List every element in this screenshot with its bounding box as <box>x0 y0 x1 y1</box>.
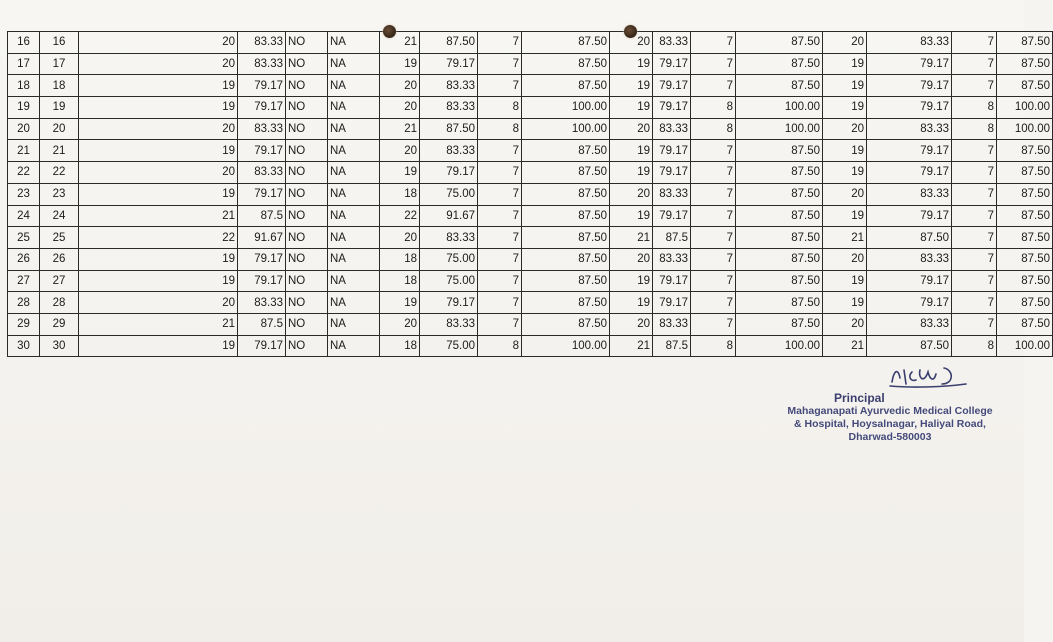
cell-sr: 28 <box>8 292 40 314</box>
cell-c10: 79.17 <box>653 292 691 314</box>
table-row <box>8 53 1053 75</box>
cell-c7: 7 <box>478 313 522 335</box>
cell-c1: 19 <box>79 335 238 357</box>
cell-c10: 79.17 <box>653 270 691 292</box>
cell-roll: 25 <box>40 227 79 249</box>
cell-c13: 19 <box>823 97 867 119</box>
cell-c16: 87.50 <box>997 183 1053 205</box>
cell-sr: 30 <box>8 335 40 357</box>
table-row <box>8 183 1053 205</box>
cell-c14: 79.17 <box>867 140 952 162</box>
cell-c16: 87.50 <box>997 292 1053 314</box>
cell-c6: 83.33 <box>420 97 478 119</box>
cell-c2: 87.5 <box>238 205 286 227</box>
cell-c11: 7 <box>691 53 736 75</box>
cell-c16: 87.50 <box>997 75 1053 97</box>
cell-c4: NA <box>328 75 380 97</box>
cell-c10: 79.17 <box>653 162 691 184</box>
cell-c7: 7 <box>478 270 522 292</box>
cell-c15: 7 <box>952 227 997 249</box>
cell-c2: 79.17 <box>238 335 286 357</box>
cell-c14: 87.50 <box>867 227 952 249</box>
cell-roll: 26 <box>40 248 79 270</box>
cell-c8: 100.00 <box>522 118 610 140</box>
cell-c11: 7 <box>691 205 736 227</box>
cell-c12: 100.00 <box>736 335 823 357</box>
cell-c6: 75.00 <box>420 183 478 205</box>
cell-c11: 7 <box>691 270 736 292</box>
cell-c9: 19 <box>610 292 653 314</box>
cell-c9: 21 <box>610 335 653 357</box>
table-row <box>8 140 1053 162</box>
table-row <box>8 335 1053 357</box>
cell-c16: 87.50 <box>997 32 1053 54</box>
cell-c11: 7 <box>691 248 736 270</box>
cell-c2: 79.17 <box>238 248 286 270</box>
cell-c14: 79.17 <box>867 292 952 314</box>
cell-c4: NA <box>328 227 380 249</box>
table-row <box>8 205 1053 227</box>
cell-c4: NA <box>328 118 380 140</box>
cell-c13: 19 <box>823 205 867 227</box>
cell-sr: 23 <box>8 183 40 205</box>
cell-c9: 19 <box>610 53 653 75</box>
cell-c12: 87.50 <box>736 32 823 54</box>
cell-c11: 7 <box>691 140 736 162</box>
cell-c16: 87.50 <box>997 270 1053 292</box>
cell-c13: 19 <box>823 270 867 292</box>
cell-c4: NA <box>328 140 380 162</box>
cell-c16: 87.50 <box>997 313 1053 335</box>
cell-sr: 18 <box>8 75 40 97</box>
cell-c9: 19 <box>610 97 653 119</box>
cell-c13: 20 <box>823 313 867 335</box>
cell-c5: 19 <box>380 162 420 184</box>
cell-roll: 24 <box>40 205 79 227</box>
cell-c11: 7 <box>691 292 736 314</box>
cell-c14: 79.17 <box>867 205 952 227</box>
cell-c6: 83.33 <box>420 227 478 249</box>
cell-c14: 79.17 <box>867 53 952 75</box>
cell-c1: 19 <box>79 248 238 270</box>
table-row <box>8 97 1053 119</box>
cell-c7: 7 <box>478 32 522 54</box>
cell-c1: 20 <box>79 292 238 314</box>
cell-c4: NA <box>328 292 380 314</box>
cell-c3: NO <box>286 248 328 270</box>
cell-c3: NO <box>286 270 328 292</box>
table-row <box>8 248 1053 270</box>
cell-c3: NO <box>286 97 328 119</box>
cell-c5: 19 <box>380 53 420 75</box>
handwritten-signature-icon <box>884 362 974 390</box>
cell-c15: 7 <box>952 53 997 75</box>
cell-c13: 21 <box>823 227 867 249</box>
cell-c3: NO <box>286 183 328 205</box>
cell-c2: 83.33 <box>238 292 286 314</box>
cell-c2: 83.33 <box>238 53 286 75</box>
cell-c13: 19 <box>823 140 867 162</box>
cell-roll: 17 <box>40 53 79 75</box>
cell-roll: 20 <box>40 118 79 140</box>
cell-c4: NA <box>328 335 380 357</box>
cell-sr: 29 <box>8 313 40 335</box>
cell-c8: 100.00 <box>522 335 610 357</box>
cell-c13: 20 <box>823 248 867 270</box>
table-row <box>8 292 1053 314</box>
cell-c12: 87.50 <box>736 162 823 184</box>
cell-c4: NA <box>328 183 380 205</box>
cell-c5: 18 <box>380 248 420 270</box>
cell-c11: 8 <box>691 97 736 119</box>
cell-roll: 28 <box>40 292 79 314</box>
table-row <box>8 32 1053 54</box>
cell-c2: 83.33 <box>238 162 286 184</box>
cell-c3: NO <box>286 227 328 249</box>
table-row <box>8 227 1053 249</box>
cell-c12: 87.50 <box>736 292 823 314</box>
cell-c3: NO <box>286 162 328 184</box>
cell-sr: 20 <box>8 118 40 140</box>
cell-c13: 20 <box>823 118 867 140</box>
cell-c6: 83.33 <box>420 313 478 335</box>
cell-c4: NA <box>328 162 380 184</box>
cell-c10: 83.33 <box>653 248 691 270</box>
cell-c10: 79.17 <box>653 205 691 227</box>
cell-roll: 23 <box>40 183 79 205</box>
cell-c2: 83.33 <box>238 32 286 54</box>
cell-c6: 83.33 <box>420 75 478 97</box>
cell-c1: 21 <box>79 313 238 335</box>
cell-c4: NA <box>328 53 380 75</box>
cell-c16: 87.50 <box>997 205 1053 227</box>
cell-c6: 79.17 <box>420 162 478 184</box>
cell-sr: 25 <box>8 227 40 249</box>
signature-title: Principal <box>834 391 885 405</box>
table-row <box>8 313 1053 335</box>
cell-c9: 19 <box>610 162 653 184</box>
cell-c7: 8 <box>478 118 522 140</box>
cell-c9: 19 <box>610 205 653 227</box>
cell-c13: 20 <box>823 32 867 54</box>
cell-c11: 7 <box>691 75 736 97</box>
cell-c7: 7 <box>478 183 522 205</box>
cell-roll: 18 <box>40 75 79 97</box>
table-row <box>8 270 1053 292</box>
cell-c3: NO <box>286 140 328 162</box>
cell-c15: 7 <box>952 162 997 184</box>
stamp-line-3: Dharwad-580003 <box>848 431 932 443</box>
cell-c8: 87.50 <box>522 292 610 314</box>
cell-c8: 100.00 <box>522 97 610 119</box>
cell-c1: 22 <box>79 227 238 249</box>
table-row <box>8 75 1053 97</box>
cell-c2: 79.17 <box>238 140 286 162</box>
cell-c12: 87.50 <box>736 313 823 335</box>
cell-c12: 87.50 <box>736 75 823 97</box>
cell-c9: 21 <box>610 227 653 249</box>
cell-c10: 79.17 <box>653 140 691 162</box>
cell-c5: 21 <box>380 118 420 140</box>
cell-c16: 100.00 <box>997 118 1053 140</box>
cell-c16: 100.00 <box>997 97 1053 119</box>
cell-sr: 21 <box>8 140 40 162</box>
cell-c13: 21 <box>823 335 867 357</box>
cell-c8: 87.50 <box>522 183 610 205</box>
cell-c2: 79.17 <box>238 97 286 119</box>
cell-c4: NA <box>328 270 380 292</box>
stamp-line-1: Mahaganapati Ayurvedic Medical College <box>787 405 993 417</box>
cell-c7: 7 <box>478 292 522 314</box>
cell-c2: 79.17 <box>238 183 286 205</box>
cell-c8: 87.50 <box>522 162 610 184</box>
cell-c9: 19 <box>610 140 653 162</box>
cell-c8: 87.50 <box>522 140 610 162</box>
cell-c5: 20 <box>380 97 420 119</box>
cell-c3: NO <box>286 292 328 314</box>
cell-sr: 19 <box>8 97 40 119</box>
cell-c6: 75.00 <box>420 248 478 270</box>
cell-c11: 7 <box>691 227 736 249</box>
cell-c13: 19 <box>823 53 867 75</box>
cell-c12: 87.50 <box>736 140 823 162</box>
cell-c3: NO <box>286 118 328 140</box>
cell-c10: 87.5 <box>653 335 691 357</box>
cell-c5: 18 <box>380 335 420 357</box>
cell-c16: 87.50 <box>997 162 1053 184</box>
cell-c11: 7 <box>691 313 736 335</box>
cell-c2: 83.33 <box>238 118 286 140</box>
cell-c5: 22 <box>380 205 420 227</box>
cell-c16: 87.50 <box>997 53 1053 75</box>
cell-c12: 100.00 <box>736 97 823 119</box>
cell-c14: 79.17 <box>867 97 952 119</box>
cell-roll: 29 <box>40 313 79 335</box>
cell-c5: 19 <box>380 292 420 314</box>
cell-c1: 20 <box>79 53 238 75</box>
cell-c9: 20 <box>610 118 653 140</box>
cell-c5: 18 <box>380 270 420 292</box>
cell-c3: NO <box>286 335 328 357</box>
cell-c8: 87.50 <box>522 205 610 227</box>
cell-c2: 91.67 <box>238 227 286 249</box>
cell-c13: 19 <box>823 292 867 314</box>
cell-c13: 20 <box>823 183 867 205</box>
cell-c1: 20 <box>79 162 238 184</box>
cell-c5: 20 <box>380 227 420 249</box>
cell-c15: 7 <box>952 292 997 314</box>
cell-sr: 24 <box>8 205 40 227</box>
cell-c15: 7 <box>952 205 997 227</box>
cell-c7: 8 <box>478 97 522 119</box>
cell-c14: 83.33 <box>867 248 952 270</box>
cell-c12: 87.50 <box>736 205 823 227</box>
cell-c2: 79.17 <box>238 270 286 292</box>
cell-c3: NO <box>286 313 328 335</box>
cell-c3: NO <box>286 53 328 75</box>
cell-sr: 22 <box>8 162 40 184</box>
cell-c12: 87.50 <box>736 227 823 249</box>
cell-c8: 87.50 <box>522 53 610 75</box>
cell-roll: 22 <box>40 162 79 184</box>
cell-c14: 79.17 <box>867 162 952 184</box>
cell-roll: 19 <box>40 97 79 119</box>
cell-c6: 75.00 <box>420 270 478 292</box>
stamp-line-2: & Hospital, Hoysalnagar, Haliyal Road, <box>794 418 986 430</box>
cell-c4: NA <box>328 32 380 54</box>
cell-c9: 20 <box>610 183 653 205</box>
cell-c7: 7 <box>478 75 522 97</box>
cell-c7: 7 <box>478 227 522 249</box>
cell-c9: 20 <box>610 32 653 54</box>
cell-sr: 27 <box>8 270 40 292</box>
cell-c10: 79.17 <box>653 75 691 97</box>
cell-c8: 87.50 <box>522 227 610 249</box>
cell-c12: 87.50 <box>736 248 823 270</box>
punch-hole-right <box>624 25 637 38</box>
cell-roll: 30 <box>40 335 79 357</box>
cell-c6: 79.17 <box>420 292 478 314</box>
cell-c15: 7 <box>952 313 997 335</box>
cell-c14: 83.33 <box>867 32 952 54</box>
attendance-table <box>7 31 1053 357</box>
cell-sr: 16 <box>8 32 40 54</box>
cell-c11: 8 <box>691 118 736 140</box>
cell-c6: 91.67 <box>420 205 478 227</box>
cell-c7: 7 <box>478 140 522 162</box>
cell-c14: 79.17 <box>867 75 952 97</box>
cell-c11: 7 <box>691 32 736 54</box>
cell-c12: 87.50 <box>736 183 823 205</box>
cell-c15: 8 <box>952 335 997 357</box>
cell-c6: 83.33 <box>420 140 478 162</box>
cell-c1: 19 <box>79 270 238 292</box>
cell-c10: 83.33 <box>653 313 691 335</box>
cell-c15: 7 <box>952 32 997 54</box>
table-row <box>8 118 1053 140</box>
cell-c9: 20 <box>610 313 653 335</box>
cell-c15: 7 <box>952 75 997 97</box>
cell-c2: 79.17 <box>238 75 286 97</box>
cell-c3: NO <box>286 75 328 97</box>
cell-c13: 19 <box>823 162 867 184</box>
cell-c1: 19 <box>79 75 238 97</box>
cell-c2: 87.5 <box>238 313 286 335</box>
cell-c7: 7 <box>478 53 522 75</box>
cell-c5: 20 <box>380 75 420 97</box>
cell-c4: NA <box>328 97 380 119</box>
table-row <box>8 162 1053 184</box>
cell-c4: NA <box>328 313 380 335</box>
cell-c10: 87.5 <box>653 227 691 249</box>
cell-c6: 87.50 <box>420 32 478 54</box>
cell-c5: 21 <box>380 32 420 54</box>
cell-c6: 75.00 <box>420 335 478 357</box>
cell-c14: 83.33 <box>867 313 952 335</box>
cell-c12: 87.50 <box>736 270 823 292</box>
cell-c9: 19 <box>610 75 653 97</box>
cell-c4: NA <box>328 205 380 227</box>
cell-c14: 83.33 <box>867 183 952 205</box>
cell-c10: 79.17 <box>653 97 691 119</box>
cell-c5: 20 <box>380 313 420 335</box>
cell-c14: 83.33 <box>867 118 952 140</box>
cell-c7: 7 <box>478 248 522 270</box>
cell-c16: 100.00 <box>997 335 1053 357</box>
cell-c7: 7 <box>478 205 522 227</box>
cell-c10: 79.17 <box>653 53 691 75</box>
cell-c6: 87.50 <box>420 118 478 140</box>
cell-c12: 87.50 <box>736 53 823 75</box>
cell-c6: 79.17 <box>420 53 478 75</box>
cell-c7: 7 <box>478 162 522 184</box>
cell-c1: 19 <box>79 140 238 162</box>
cell-c10: 83.33 <box>653 183 691 205</box>
cell-c16: 87.50 <box>997 227 1053 249</box>
punch-hole-left <box>383 25 396 38</box>
cell-c15: 8 <box>952 97 997 119</box>
cell-c15: 7 <box>952 140 997 162</box>
cell-c10: 83.33 <box>653 32 691 54</box>
cell-c8: 87.50 <box>522 75 610 97</box>
cell-roll: 21 <box>40 140 79 162</box>
cell-c13: 19 <box>823 75 867 97</box>
cell-c9: 20 <box>610 248 653 270</box>
cell-c1: 21 <box>79 205 238 227</box>
cell-c15: 7 <box>952 248 997 270</box>
cell-c15: 8 <box>952 118 997 140</box>
cell-roll: 27 <box>40 270 79 292</box>
cell-sr: 17 <box>8 53 40 75</box>
cell-c8: 87.50 <box>522 313 610 335</box>
cell-c3: NO <box>286 205 328 227</box>
cell-c15: 7 <box>952 270 997 292</box>
cell-c7: 8 <box>478 335 522 357</box>
cell-c5: 20 <box>380 140 420 162</box>
cell-c8: 87.50 <box>522 248 610 270</box>
cell-c1: 20 <box>79 118 238 140</box>
cell-c8: 87.50 <box>522 270 610 292</box>
cell-c12: 100.00 <box>736 118 823 140</box>
principal-signature-block <box>770 362 1010 444</box>
cell-c8: 87.50 <box>522 32 610 54</box>
cell-c1: 19 <box>79 183 238 205</box>
attendance-table-body <box>8 32 1053 357</box>
cell-c9: 19 <box>610 270 653 292</box>
cell-c10: 83.33 <box>653 118 691 140</box>
cell-c14: 87.50 <box>867 335 952 357</box>
cell-c15: 7 <box>952 183 997 205</box>
cell-c5: 18 <box>380 183 420 205</box>
cell-c4: NA <box>328 248 380 270</box>
cell-roll: 16 <box>40 32 79 54</box>
cell-c14: 79.17 <box>867 270 952 292</box>
cell-c1: 19 <box>79 97 238 119</box>
cell-c3: NO <box>286 32 328 54</box>
cell-c1: 20 <box>79 32 238 54</box>
cell-c11: 7 <box>691 183 736 205</box>
cell-c16: 87.50 <box>997 248 1053 270</box>
cell-c11: 8 <box>691 335 736 357</box>
cell-sr: 26 <box>8 248 40 270</box>
cell-c11: 7 <box>691 162 736 184</box>
cell-c16: 87.50 <box>997 140 1053 162</box>
